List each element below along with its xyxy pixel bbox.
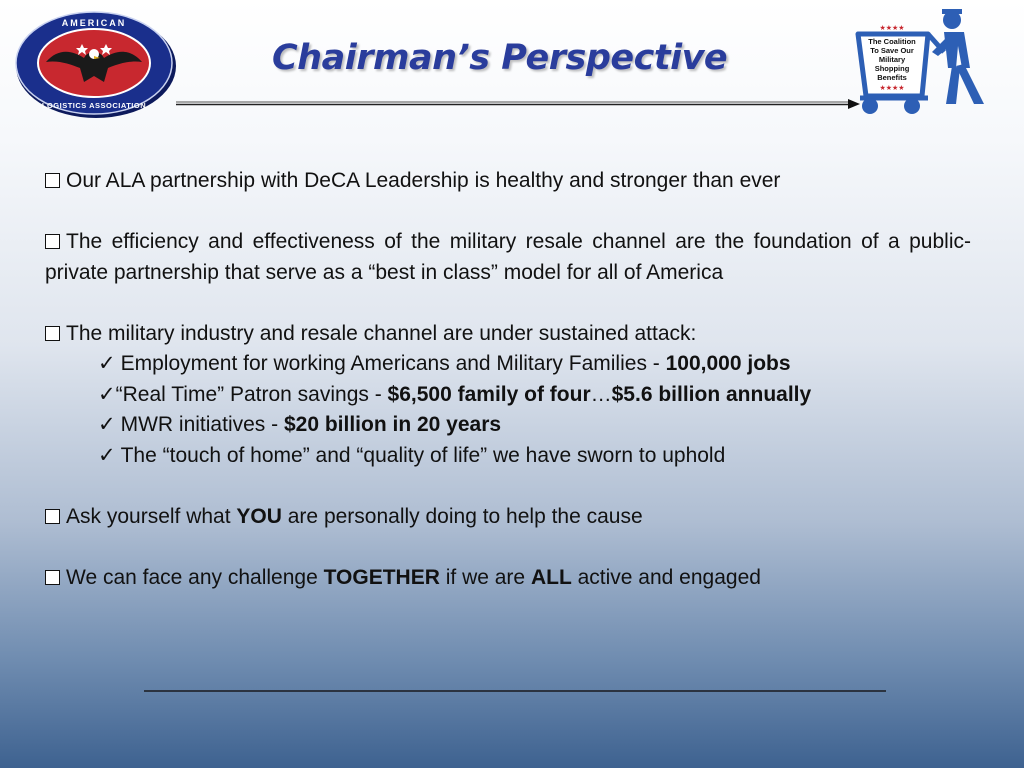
checkbox-bullet-icon <box>45 570 60 585</box>
sub-item-highlight: $20 billion in 20 years <box>283 413 502 436</box>
bullet-4-emphasis: YOU <box>236 504 282 528</box>
checkbox-bullet-icon <box>45 234 60 249</box>
bullet-4 <box>45 502 971 533</box>
checkbox-bullet-icon <box>45 509 60 524</box>
sub-item-savings <box>45 380 971 411</box>
bullet-2 <box>45 227 971 288</box>
bullet-4-text: Ask yourself what <box>66 504 237 528</box>
coalition-line-2: To Save Our <box>870 46 914 55</box>
seal-bottom-text: LOGISTICS ASSOCIATION <box>41 101 147 110</box>
sub-item-highlight: 100,000 jobs <box>665 352 791 375</box>
sub-item-text: Employment for working Americans and Military Families - <box>120 352 666 375</box>
bullet-4-text-end: are personally doing to help the cause <box>281 504 643 528</box>
header-divider-arrow <box>176 98 862 110</box>
footer-divider <box>144 690 886 692</box>
bullet-5-text-end: active and engaged <box>571 565 761 589</box>
bullet-3 <box>45 319 971 472</box>
sub-item-highlight: $6,500 family of four <box>387 382 591 406</box>
coalition-line-5: Benefits <box>877 73 907 82</box>
bullet-5-text-mid: if we are <box>439 565 531 589</box>
checkmark-icon: ✓ <box>98 382 116 406</box>
sub-item-text: MWR initiatives - <box>120 413 284 436</box>
checkmark-icon: ✓ <box>98 443 116 467</box>
coalition-stars-bottom: ★★★★ <box>879 84 905 92</box>
bullet-5 <box>45 563 971 594</box>
sub-item-text: “Real Time” Patron savings - <box>115 382 388 406</box>
seal-top-text: AMERICAN <box>61 18 127 28</box>
coalition-stars-top: ★★★★ <box>879 24 905 32</box>
sub-item-text: The “touch of home” and “quality of life” we have sworn to uphold <box>120 443 726 467</box>
coalition-line-1: The Coalition <box>868 37 916 46</box>
bullet-1 <box>45 166 971 197</box>
checkmark-icon: ✓ <box>98 352 116 375</box>
bullet-3-sublist <box>45 349 971 471</box>
coalition-line-4: Shopping <box>874 64 910 73</box>
sub-item-touch-of-home <box>45 441 971 472</box>
bullet-1-text: Our ALA partnership with DeCA Leadership is healthy and stronger than ever <box>66 169 781 192</box>
sub-item-ellipsis: … <box>590 382 612 406</box>
bullet-2-text: The efficiency and effectiveness of the military resale channel are the foundation of a public-private partnership that serve as a “best in class” model for all of America <box>45 230 971 284</box>
bullet-5-text: We can face any challenge <box>66 565 324 589</box>
ala-eagle-seal-icon <box>12 8 180 120</box>
bullet-5-emphasis-2: ALL <box>530 565 572 589</box>
slide-body <box>45 166 971 624</box>
slide-title: Chairman’s Perspective <box>272 38 728 78</box>
coalition-line-3: Military <box>878 55 906 64</box>
sub-item-mwr <box>45 410 971 441</box>
checkbox-bullet-icon <box>45 173 60 188</box>
checkbox-bullet-icon <box>45 326 60 341</box>
checkmark-icon: ✓ <box>98 413 116 436</box>
sub-item-highlight-2: $5.6 billion annually <box>611 382 812 406</box>
bullet-3-text: The military industry and resale channel are under sustained attack: <box>66 321 697 345</box>
bullet-5-emphasis: TOGETHER <box>323 565 440 589</box>
shopping-cart-person-icon <box>852 6 1000 118</box>
sub-item-jobs <box>45 349 971 380</box>
